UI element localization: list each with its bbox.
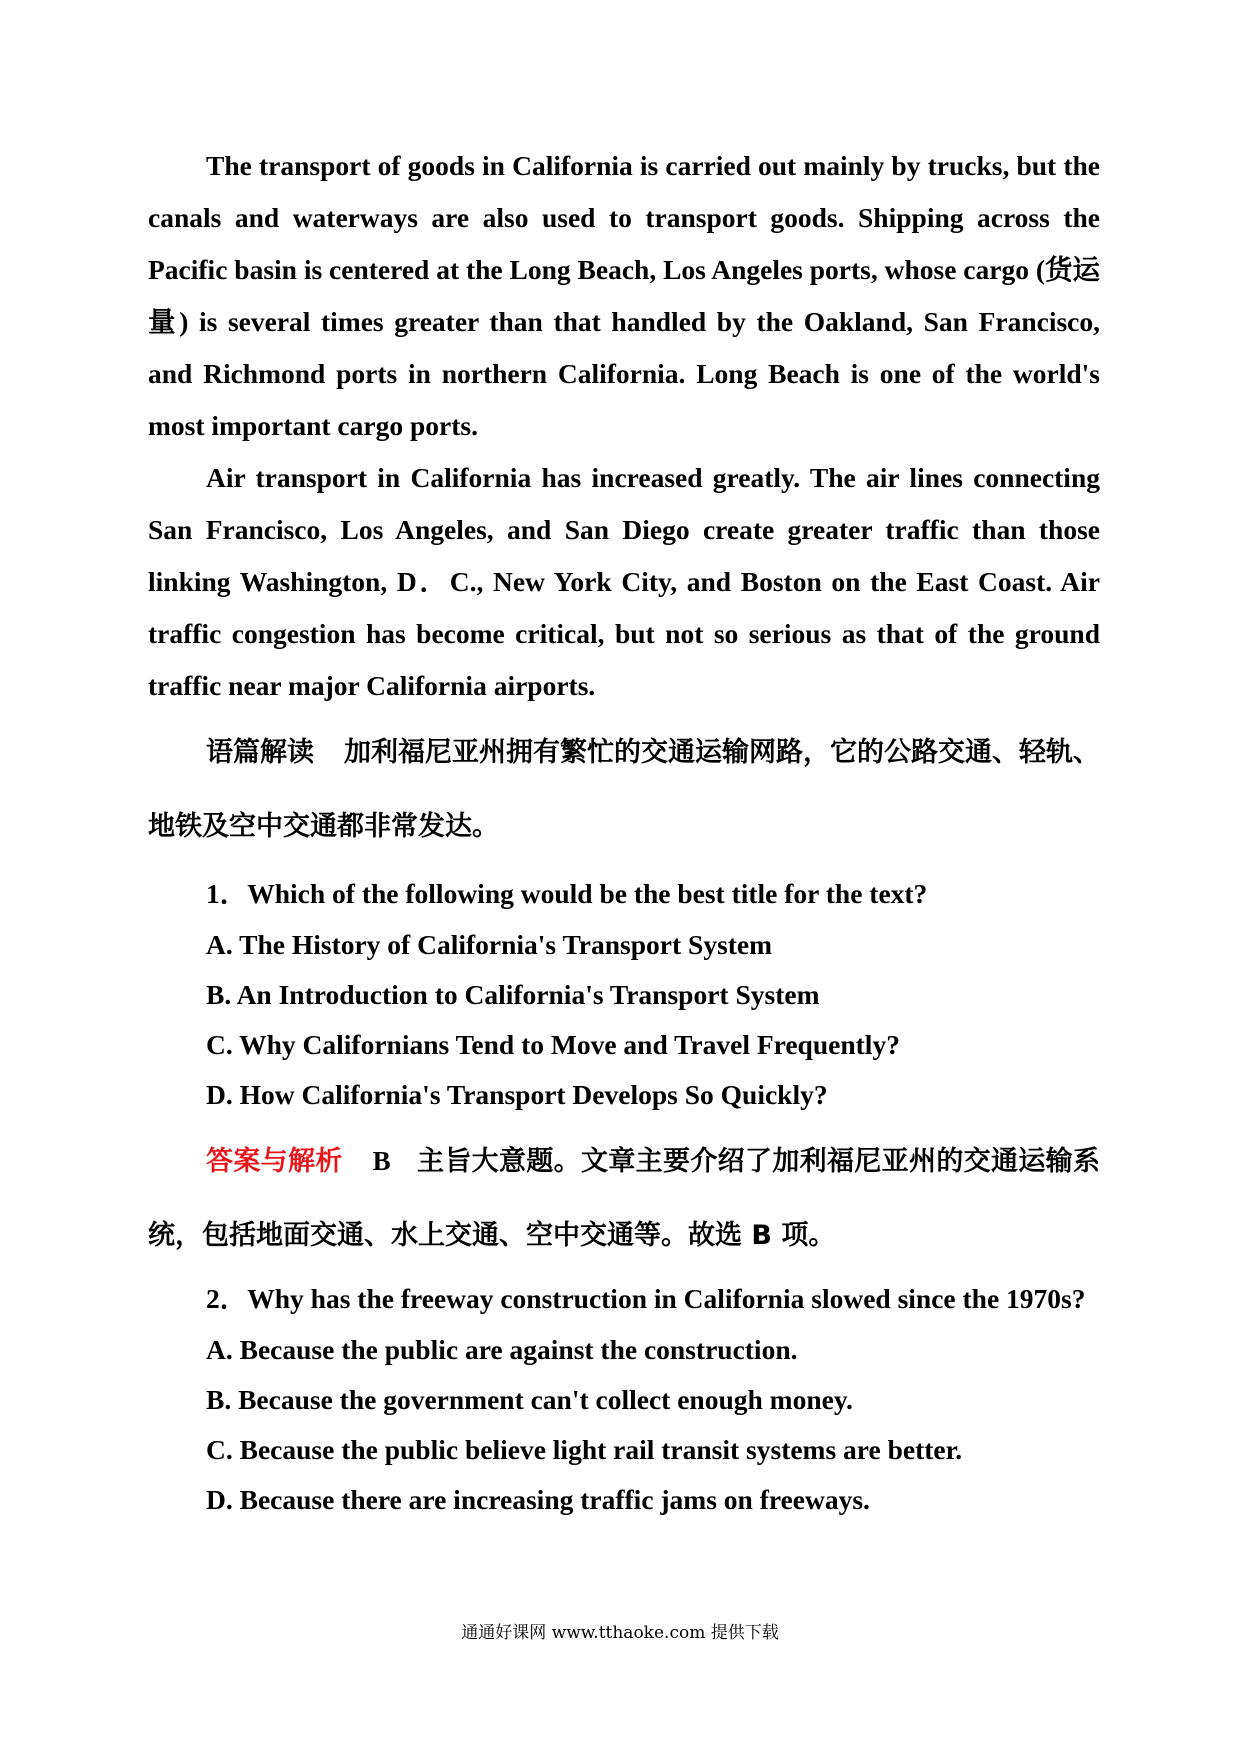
- question-2-option-d: D. Because there are increasing traffic jams on freeways.: [206, 1484, 870, 1515]
- summary-text: 加利福尼亚州拥有繁忙的交通运输网路，它的公路交通、轻轨、地铁及空中交通都非常发达。: [148, 737, 1100, 842]
- answer-explanation: 主旨大意题。文章主要介绍了加利福尼亚州的交通运输系统，包括地面交通、水上交通、空中交通等。故选 B 项。: [148, 1146, 1101, 1251]
- question-1-option-a: A. The History of California's Transport System: [206, 929, 773, 960]
- question-1-option-c: C. Why Californians Tend to Move and Travel Frequently?: [206, 1029, 900, 1060]
- document-page: [148, 140, 1100, 1525]
- question-1-option-b: B. An Introduction to California's Transport System: [206, 979, 820, 1010]
- summary-label: 语篇解读: [206, 737, 314, 768]
- question-2-option-a: A. Because the public are against the construction.: [206, 1334, 798, 1365]
- question-1-stem: 1．Which of the following would be the best title for the text?: [206, 878, 928, 909]
- question-1-option-d: D. How California's Transport Develops So Quickly?: [206, 1079, 828, 1110]
- passage-summary: [148, 716, 1100, 864]
- question-2: [148, 1273, 1100, 1525]
- passage-paragraph-1: The transport of goods in California is carried out mainly by trucks, but the canals and waterways are also used to transport goods. Shipping across the Pacific basin is centered at the Long Beach, Los Angeles ports, whose cargo (货运量) is several times greater than that handled by the Oakland, San Francisco, and Richmond ports in northern California. Long Beach is one of the world's most important cargo ports.: [148, 150, 1100, 441]
- page-footer: 通通好课网 www.tthaoke.com 提供下载: [461, 1623, 779, 1643]
- answer-label: 答案与解析: [206, 1146, 343, 1177]
- question-1-answer: [148, 1124, 1100, 1273]
- question-2-option-c: C. Because the public believe light rail transit systems are better.: [206, 1434, 963, 1465]
- question-1: [148, 868, 1100, 1273]
- passage-paragraph-2: Air transport in California has increased greatly. The air lines connecting San Francisco, Los Angeles, and San Diego create greater traffic than those linking Washington, D．C., New York City, and Boston on the East Coast. Air traffic congestion has become critical, but not so serious as that of the ground traffic near major California airports.: [148, 462, 1100, 701]
- answer-letter: B: [372, 1146, 391, 1176]
- question-2-option-b: B. Because the government can't collect enough money.: [206, 1384, 853, 1415]
- question-2-stem: 2．Why has the freeway construction in California slowed since the 1970s?: [206, 1283, 1086, 1314]
